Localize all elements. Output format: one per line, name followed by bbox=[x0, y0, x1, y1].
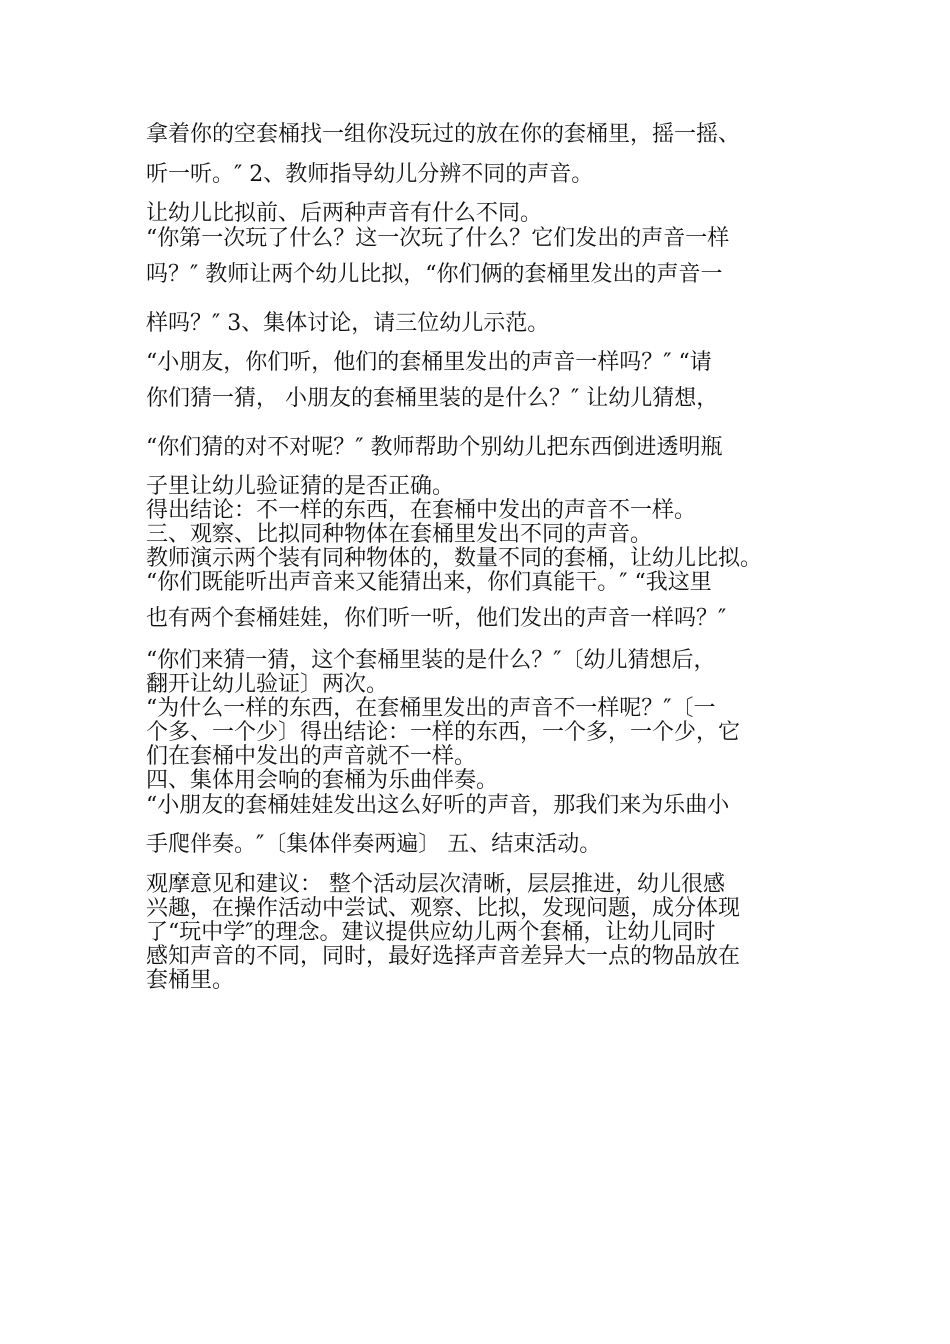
text-line: 三、观察、比拟同种物体在套桶里发出不同的声音。 bbox=[146, 522, 653, 547]
text-line: 教师演示两个装有同种物体的，数量不同的套桶，让幼儿比拟。 bbox=[146, 546, 763, 571]
text-line: 样吗？″ 3、集体讨论，请三位幼儿示范。 bbox=[146, 311, 550, 336]
text-line: 观摩意见和建议： 整个活动层次清晰，层层推进，幼儿很感 bbox=[146, 872, 725, 897]
text-line: 子里让幼儿验证猜的是否正确。 bbox=[146, 474, 455, 499]
text-line: “你第一次玩了什么？这一次玩了什么？它们发出的声音一样 bbox=[146, 226, 730, 251]
text-line: 你们猜一猜， 小朋友的套桶里装的是什么？″ 让幼儿猜想， bbox=[146, 386, 719, 411]
text-line: “你们来猜一猜，这个套桶里装的是什么？″〔幼儿猜想后， bbox=[146, 648, 716, 673]
text-line: 兴趣，在操作活动中尝试、观察、比拟，发现问题，成分体现 bbox=[146, 896, 741, 921]
text-line: “为什么一样的东西，在套桶里发出的声音不一样呢？″〔一 bbox=[146, 696, 716, 721]
text-line: “你们既能听出声音来又能猜出来，你们真能干。″ “我这里 bbox=[146, 570, 712, 595]
text-line: 也有两个套桶娃娃，你们听一听，他们发出的声音一样吗？″ bbox=[146, 606, 727, 631]
text-line: “小朋友的套桶娃娃发出这么好听的声音，那我们来为乐曲小 bbox=[146, 793, 730, 818]
text-line: 听一听。″ 2、教师指导幼儿分辨不同的声音。 bbox=[146, 162, 594, 187]
text-line: “你们猜的对不对呢？″ 教师帮助个别幼儿把东西倒进透明瓶 bbox=[146, 435, 723, 460]
text-line: 们在套桶中发出的声音就不一样。 bbox=[146, 744, 477, 769]
text-line: 让幼儿比拟前、后两种声音有什么不同。 bbox=[146, 201, 543, 226]
text-line: 套桶里。 bbox=[146, 968, 235, 993]
text-line: 了“玩中学″的理念。建议提供应幼儿两个套桶，让幼儿同时 bbox=[146, 920, 716, 945]
text-line: “小朋友，你们听，他们的套桶里发出的声音一样吗？″ “请 bbox=[146, 350, 712, 375]
text-line: 四、集体用会响的套桶为乐曲伴奏。 bbox=[146, 768, 499, 793]
text-line: 吗？″ 教师让两个幼儿比拟，“你们俩的套桶里发出的声音一 bbox=[146, 262, 723, 287]
text-line: 个多、一个少〕得出结论：一样的东西，一个多，一个少，它 bbox=[146, 720, 741, 745]
text-line: 感知声音的不同，同时，最好选择声音差异大一点的物品放在 bbox=[146, 944, 741, 969]
text-line: 翻开让幼儿验证〕两次。 bbox=[146, 672, 389, 697]
text-line: 手爬伴奏。″〔集体伴奏两遍〕 五、结束活动。 bbox=[146, 832, 602, 857]
text-line: 拿着你的空套桶找一组你没玩过的放在你的套桶里，摇一摇、 bbox=[146, 122, 741, 147]
text-line: 得出结论：不一样的东西，在套桶中发出的声音不一样。 bbox=[146, 498, 697, 523]
